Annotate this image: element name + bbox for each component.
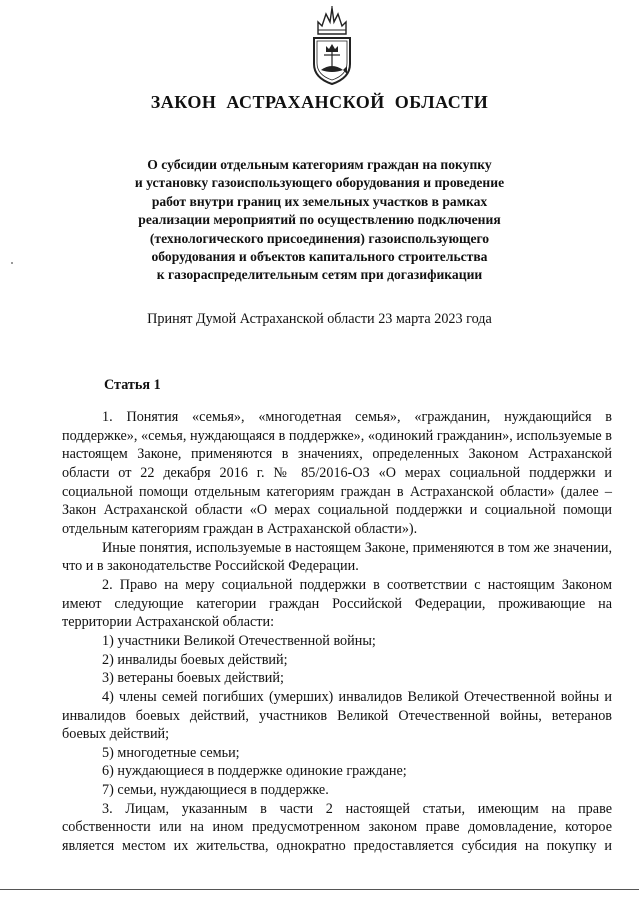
page-bottom-rule (0, 889, 639, 890)
adoption-note: Принят Думой Астраханской области 23 марта 2023 года (147, 311, 492, 327)
list-item: 4) члены семей погибших (умерших) инвалидов Великой Отечественной войны и инвалидов боевых действий, участников Великой Отечественной войны, ветеранов боевых действий; (62, 688, 612, 743)
paragraph: 3. Лицам, указанным в части 2 настоящей статьи, имеющим на праве собственности или на ином предусмотренном законом праве домовладение, которое является местом их жительства, однократно предоставляется субсидия на покупку и (62, 800, 612, 855)
subject-line: работ внутри границ их земельных участков в рамках (151, 193, 488, 209)
list-item: 5) многодетные семьи; (102, 744, 240, 761)
subject-line: к газораспределительным сетям при догазификации (156, 267, 483, 283)
subject-line: и установку газоиспользующего оборудования и проведение (134, 175, 505, 191)
paragraph: 2. Право на меру социальной поддержки в соответствии с настоящим Законом имеют следующие категории граждан Российской Федерации, проживающие на территории Астраханской области: (62, 576, 612, 631)
article-body (62, 408, 612, 856)
subject-line: (технологического присоединения) газоиспользующего (149, 230, 490, 246)
paragraph: 1. Понятия «семья», «многодетная семья», «гражданин, нуждающийся в поддержке», «семья, нуждающаяся в поддержке», «одинокий гражданин», используемые в настоящем Законе, применяются в значениях, определенных Законом Астраханской области от 22 декабря 2016 г. № 85/2016-ОЗ «О мерах социальной поддержки и социальной помощи отдельным категориям граждан в Астраханской области» (далее – Закон Астраханской области «О мерах социальной поддержки и социальной помощи отдельным категориям граждан в Астраханской области»). (62, 409, 612, 537)
list-item: 2) инвалиды боевых действий; (102, 651, 288, 668)
law-subject (0, 156, 639, 285)
list-item: 6) нуждающиеся в поддержке одинокие граждане; (102, 763, 407, 780)
list-item: 3) ветераны боевых действий; (102, 670, 284, 687)
scan-speck (11, 262, 13, 264)
list-item: 1) участники Великой Отечественной войны; (102, 632, 376, 649)
paragraph: Иные понятия, используемые в настоящем Законе, применяются в том же значении, что и в законодательстве Российской Федерации. (62, 539, 612, 575)
coat-of-arms-icon (306, 6, 358, 86)
subject-line: оборудования и объектов капитального строительства (151, 249, 488, 265)
article-heading: Статья 1 (104, 377, 161, 393)
subject-line: реализации мероприятий по осуществлению подключения (138, 212, 501, 228)
list-item: 7) семьи, нуждающиеся в поддержке. (102, 782, 329, 799)
subject-line: О субсидии отдельным категориям граждан на покупку (147, 157, 492, 172)
law-title: ЗАКОН АСТРАХАНСКОЙ ОБЛАСТИ (150, 92, 489, 112)
